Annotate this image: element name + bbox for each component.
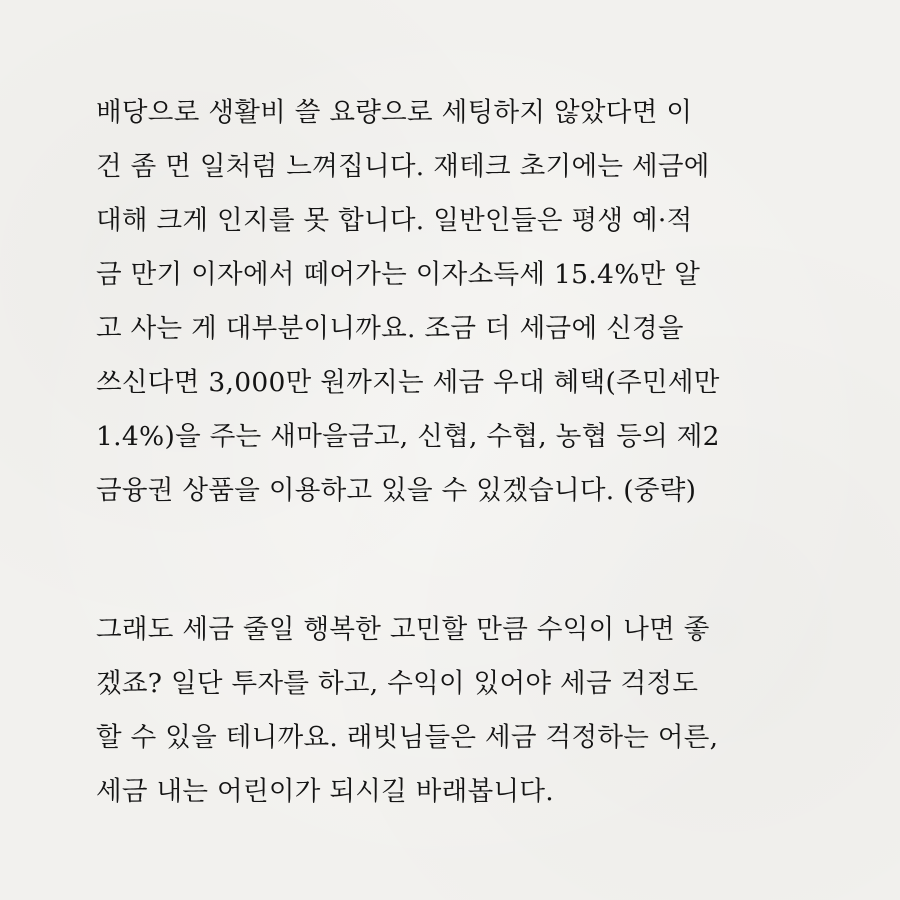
text-line: 겠죠? 일단 투자를 하고, 수익이 있어야 세금 걱정도	[96, 668, 699, 699]
text-line: 금융권 상품을 이용하고 있을 수 있겠습니다. (중략)	[96, 475, 697, 506]
text-line: 건 좀 먼 일처럼 느껴집니다. 재테크 초기에는 세금에	[96, 151, 710, 182]
text-line: 고 사는 게 대부분이니까요. 조금 더 세금에 신경을	[96, 313, 684, 344]
text-line: 그래도 세금 줄일 행복한 고민할 만큼 수익이 나면 좋	[96, 614, 710, 645]
text-line: 배당으로 생활비 쓸 요량으로 세팅하지 않았다면 이	[96, 97, 693, 128]
text-line: 할 수 있을 테니까요. 래빗님들은 세금 걱정하는 어른,	[96, 722, 719, 753]
text-line: 대해 크게 인지를 못 합니다. 일반인들은 평생 예·적	[96, 205, 693, 236]
paragraph-closing	[96, 603, 808, 819]
text-line: 1.4%)을 주는 새마을금고, 신협, 수협, 농협 등의 제2	[96, 421, 720, 452]
text-line: 금 만기 이자에서 떼어가는 이자소득세 15.4%만 알	[96, 259, 701, 290]
text-line: 쓰신다면 3,000만 원까지는 세금 우대 혜택(주민세만	[96, 367, 720, 398]
text-line: 세금 내는 어린이가 되시길 바래봅니다.	[96, 776, 555, 807]
paragraph-tax-awareness	[96, 86, 808, 518]
